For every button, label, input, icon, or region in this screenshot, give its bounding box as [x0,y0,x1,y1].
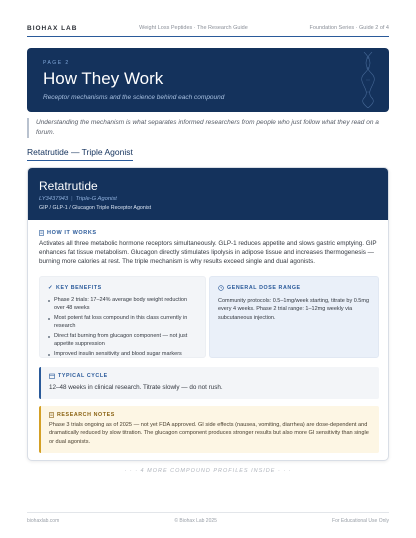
typical-cycle-heading [49,373,108,379]
header-divider [27,36,389,37]
document-icon [39,230,44,236]
dose-range-panel [209,276,379,358]
dna-helix-icon [361,52,375,108]
key-benefits-heading [48,285,102,291]
typical-cycle-panel [39,367,379,399]
checkmark-icon: ✓ [48,285,54,291]
research-notes-heading [49,412,115,418]
compound-mechanism: GIP / GLP-1 / Glucagon Triple Receptor Agonist [39,205,152,211]
clock-icon [218,285,224,291]
page-title: How They Work [43,69,164,88]
how-it-works-text: Activates all three metabolic hormone receptors simultaneously. GLP-1 reduces appetite and slows gastric emptying. GIP enhances fat tissue metabolism. Glucagon directly stimulates lipolysis in adipose tissue and increases thermogenesis — burning more calories at rest. The triple mechanism is why results exceed single and dual agonists. [39,240,377,266]
guide-title: Weight Loss Peptides · The Research Guide [139,25,248,31]
dose-range-text: Community protocols: 0.5–1mg/week starting, titrate by 0.5mg every 4 weeks. Phase 2 trial range: 1–12mg weekly via subcutaneous injection. [218,298,370,321]
compound-nickname: Triple-G Agonist [75,196,117,202]
list-item: Phase 2 trials: 17–24% average body weight reduction over 48 weeks [48,297,199,313]
section-title: Retatrutide — Triple Agonist [27,147,133,161]
top-header [27,22,389,34]
how-it-works-heading [39,230,97,236]
footer-copyright: © Biohax Lab 2025 [174,518,217,524]
key-benefits-label: KEY BENEFITS [56,285,102,291]
footer-divider [27,512,389,513]
typical-cycle-text: 12–48 weeks in clinical research. Titrate slowly — do not rush. [49,384,223,391]
footer-disclaimer: For Educational Use Only [332,518,389,524]
list-item: Improved insulin sensitivity and blood sugar markers [48,351,199,359]
calendar-icon [49,373,55,379]
compound-name: Retatrutide [39,179,98,193]
brand-logo: BIOHAX LAB [27,24,78,32]
compound-code: LY3437943 [39,196,69,202]
compound-codes [39,196,377,202]
page-eyebrow: PAGE 2 [43,60,70,66]
series-label: Foundation Series · Guide 2 of 4 [309,25,389,31]
list-item: Direct fat burning from glucagon component — not just appetite suppression [48,333,199,349]
compound-card [27,167,389,461]
compound-card-header [28,168,388,220]
dose-range-heading [218,285,301,291]
intro-quote: Understanding the mechanism is what separates informed researchers from people who just follow what they read on a forum. [27,118,389,138]
key-benefits-list [48,297,199,361]
research-notes-panel [39,406,379,453]
more-profiles-teaser: · · · 4 MORE COMPOUND PROFILES INSIDE · · · [124,468,292,474]
dose-range-label: GENERAL DOSE RANGE [227,285,301,291]
research-notes-text: Phase 3 trials ongoing as of 2025 — not yet FDA approved. GI side effects (nausea, vomiting, diarrhea) are dose-dependent and dramatically reduced by slow titration. The glucagon component produces stronger results but also more GI sensitivity than single or dual agonists. [49,422,369,445]
page-subtitle: Receptor mechanisms and the science behind each compound [43,94,225,101]
hero-banner [27,48,389,112]
page-footer [27,518,389,524]
code-separator: | [71,196,73,202]
typical-cycle-label: TYPICAL CYCLE [58,373,108,379]
research-notes-label: RESEARCH NOTES [57,412,115,418]
note-icon [49,412,54,418]
key-benefits-panel [39,276,206,358]
footer-website: biohaxlab.com [27,518,60,524]
list-item: Most potent fat loss compound in this class currently in research [48,315,199,331]
how-it-works-label: HOW IT WORKS [47,230,97,236]
